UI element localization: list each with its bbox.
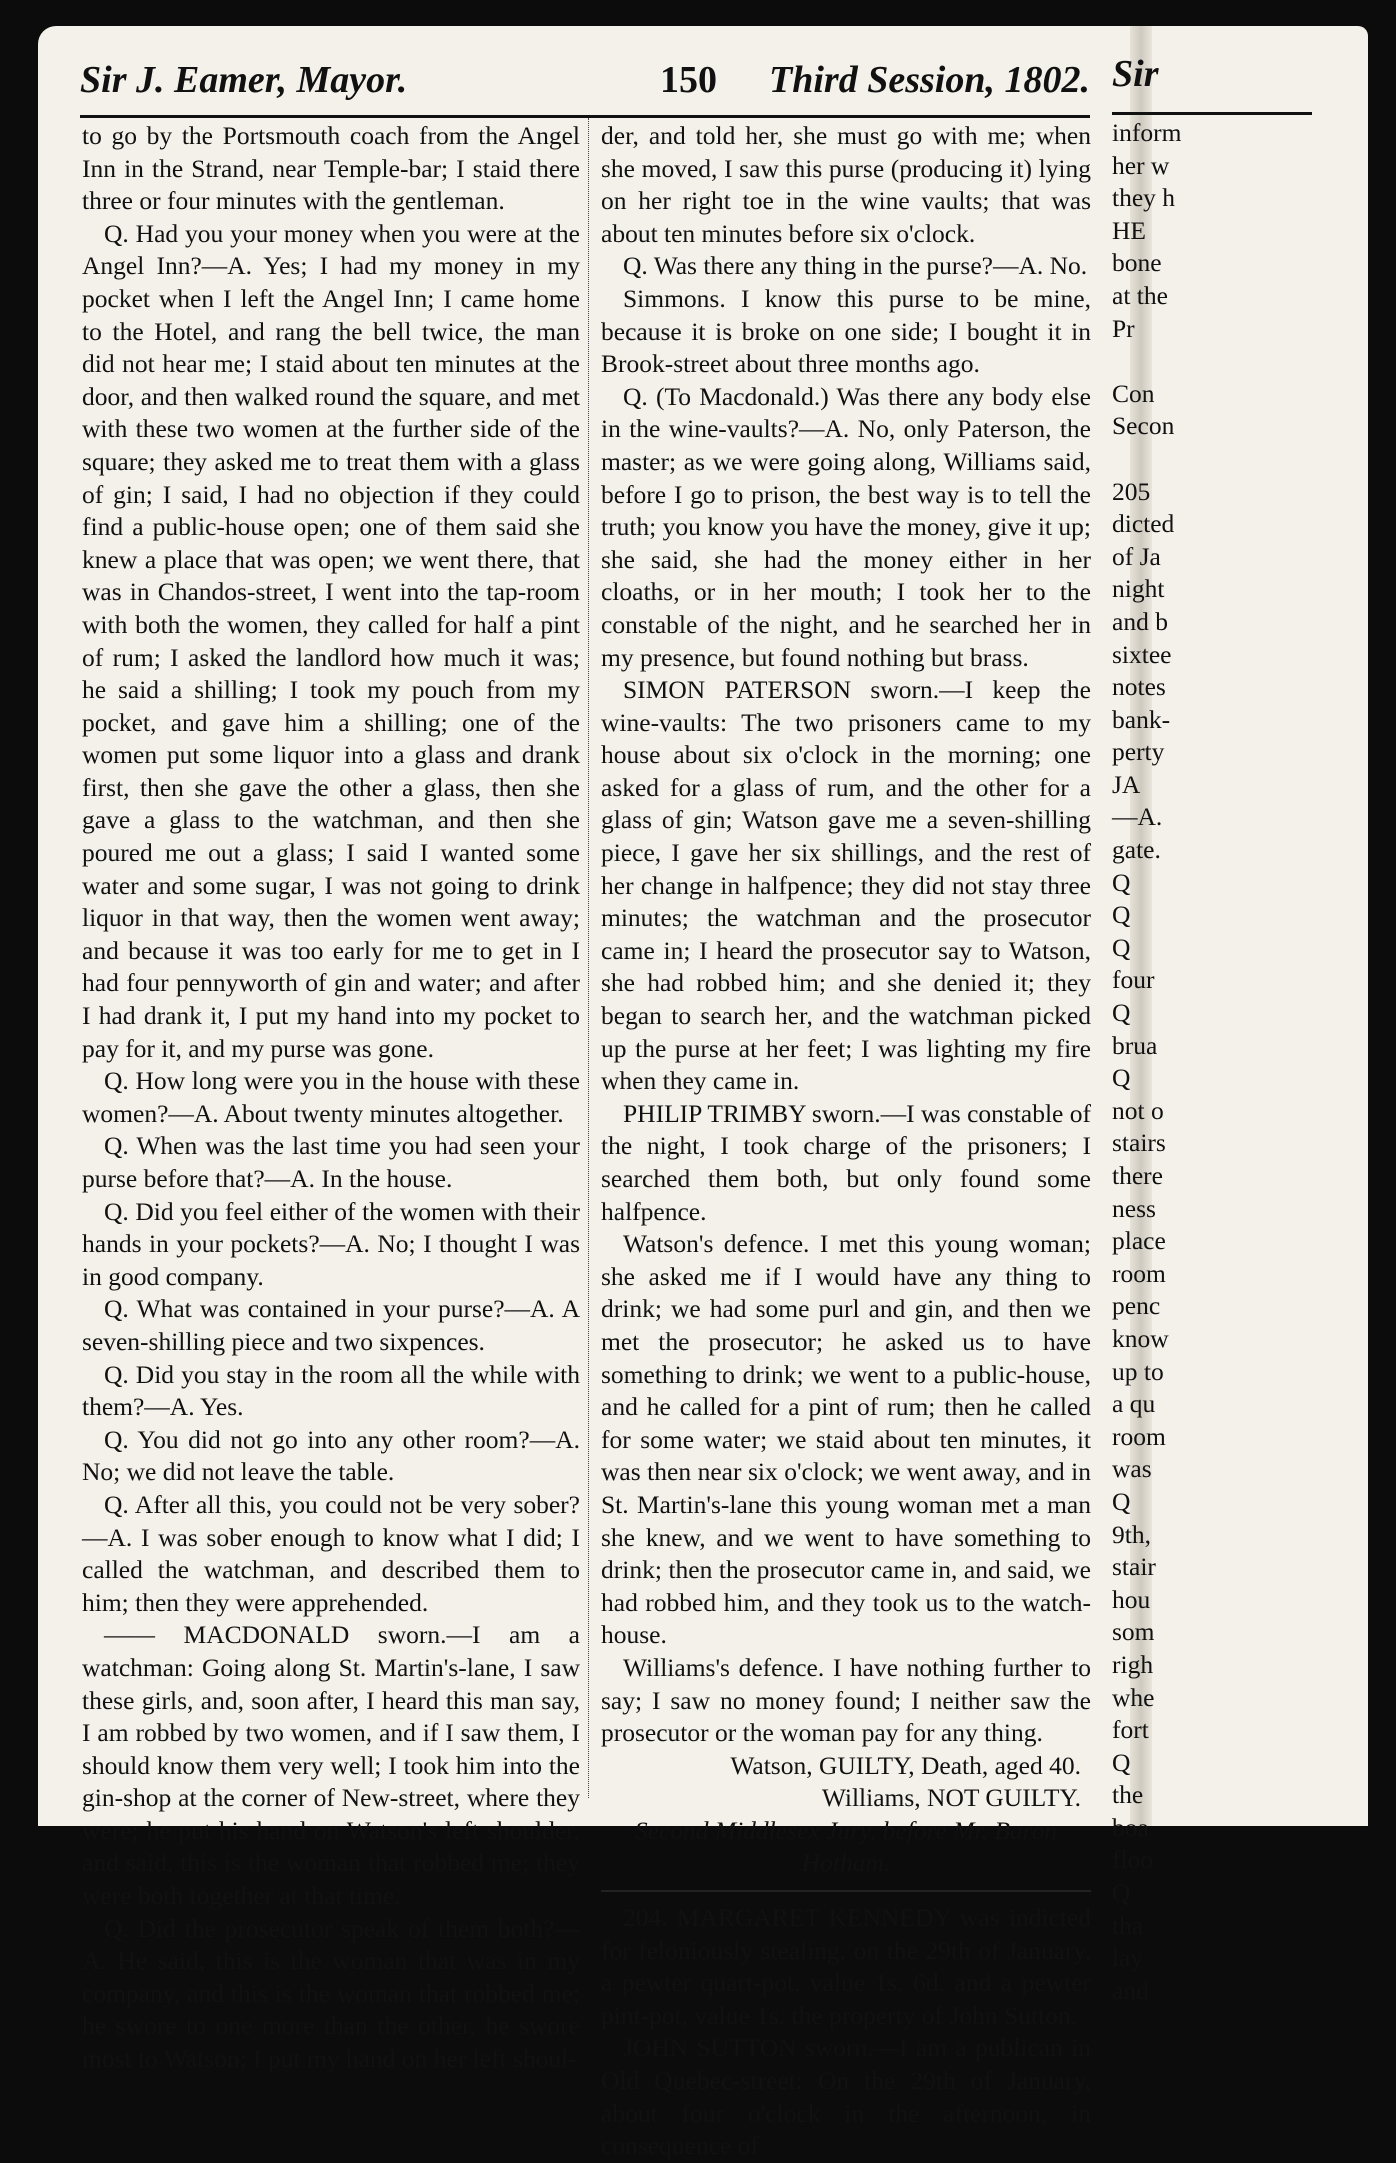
edge-fragment: whe	[1112, 1682, 1155, 1712]
edge-fragment: tha	[1112, 1910, 1144, 1940]
edge-fragment: JA	[1112, 769, 1141, 799]
edge-fragment: Q	[1112, 900, 1131, 930]
edge-fragment: inform	[1112, 118, 1182, 147]
right-column	[601, 120, 1091, 2163]
paragraph: Q. Was there any thing in the purse?—A. No.	[623, 251, 1088, 281]
edge-fragment: fort	[1112, 1715, 1149, 1745]
edge-fragment: Q	[1112, 1747, 1131, 1777]
edge-fragment: Q	[1112, 932, 1131, 962]
page-number: 150	[660, 59, 717, 101]
edge-fragment: floo	[1112, 1845, 1154, 1875]
edge-fragment: a qu	[1112, 1389, 1156, 1419]
paragraph: Q. Had you your money when you were at the Angel Inn?—A. Yes; I had my money in my pocket when I left the Angel Inn; I came home to the Hotel, and rang the bell twice, the man did not hear me; I staid about ten minutes at the door, and then walked round the square, and met with these two women at the further side of the square; they asked me to treat them with a glass of gin; I said, I had no objection if they could find a public-house open; one of them said she knew a place that was open; we went there, that was in Chandos-street, I went into the tap-room with both the women, they called for half a pint of rum; I asked the landlord how much it was; he said a shilling; I took my pouch from my pocket, and gave him a shilling; one of the women put some liquor into a glass and drank first, then she gave the other a glass, then she gave a glass to the watchman, and then she poured me out a glass; I said I wanted some water and some sugar, I was not going to drink liquor in that way, then the women went away; and because it was too early for me to get in I had four pennyworth of gin and water; and after I had drank it, I put my hand into my pocket to pay for it, and my purse was gone.	[82, 218, 580, 1063]
edge-fragment: brua	[1112, 1030, 1158, 1060]
paragraph: Q. How long were you in the house with these women?—A. About twenty minutes altogether.	[82, 1066, 580, 1128]
paragraph: to go by the Portsmouth coach from the Angel Inn in the Strand, near Temple-bar; I staid there three or four minutes with the gentleman.	[82, 121, 580, 216]
paragraph: Simmons. I know this purse to be mine, because it is broke on one side; I bought it in Brook-street about three months ago.	[601, 283, 1091, 379]
edge-fragment: and	[1112, 1975, 1149, 2005]
paragraph: Q. What was contained in your purse?—A. A seven-shilling piece and two sixpences.	[82, 1294, 580, 1356]
edge-fragment: perty	[1112, 737, 1165, 767]
edge-fragment: Q	[1112, 1063, 1131, 1093]
edge-fragment	[1112, 345, 1330, 378]
edge-fragment: lay	[1112, 1943, 1144, 1973]
edge-fragment: know	[1112, 1323, 1169, 1353]
edge-fragment: righ	[1112, 1649, 1154, 1679]
edge-fragment: bone	[1112, 248, 1162, 278]
paragraph: Q. (To Macdonald.) Was there any body else in the wine-vaults?—A. No, only Paterson, the master; as we were going along, Williams said, before I go to prison, the best way is to tell the truth; you know you have the money, give it up; she said, she had the money either in her cloaths, or in her mouth; I took her to the constable of the night, and he searched her in my presence, but found nothing but brass.	[601, 381, 1091, 672]
edge-fragment: room	[1112, 1258, 1166, 1288]
edge-fragment: room	[1112, 1421, 1166, 1451]
edge-fragment: hou	[1112, 1584, 1151, 1614]
paragraph: JOHN SUTTON sworn.—I am a publican in Old Quebec-street: On the 29th of January, about four o'clock in the afternoon, in consequence of	[601, 2033, 1091, 2161]
edge-fragment: was	[1112, 1454, 1152, 1484]
header-rule	[80, 115, 1090, 118]
edge-fragment: her w	[1112, 150, 1170, 180]
edge-fragment: Pr	[1112, 313, 1135, 343]
edge-fragment: bank-	[1112, 704, 1171, 734]
jury-line: Second Middlesex Jury, before Mr. Baron Hotham.	[634, 1815, 1058, 1878]
edge-fragment: Q	[1112, 867, 1131, 897]
paragraph: Watson's defence. I met this young woman; she asked me if I would have any thing to drink; we had some purl and gin, and then we met the prosecutor; he asked us to have something to drink; we went to a public-house, and he called for a pint of rum; then he called for some water; we staid about ten minutes, it was then near six o'clock; we went away, and in St. Martin's-lane this young woman met a man she knew, and we went to have something to drink; then the prosecutor came in, and said, we had robbed him, and they took us to the watch-house.	[601, 1229, 1091, 1650]
header-mayor: Sir J. Eamer, Mayor.	[80, 59, 408, 101]
paragraph: PHILIP TRIMBY sworn.—I was constable of the night, I took charge of the prisoners; I searched them both, but only found some halfpence.	[601, 1098, 1091, 1226]
paragraph: Q. Did the prosecutor speak of them both?—A. He said, this is the woman that was in my company, and this is the woman that robbed me; he swore to one more than the other, he swore most to Watson; I put my hand on her left shoul-	[82, 1913, 580, 2074]
edge-fragment: there	[1112, 1161, 1163, 1190]
edge-fragment	[1112, 443, 1330, 476]
edge-fragment: —A.	[1112, 802, 1163, 832]
edge-fragment: gate.	[1112, 835, 1161, 865]
edge-fragment: penc	[1112, 1291, 1161, 1321]
edge-fragment: 9th,	[1112, 1519, 1151, 1549]
paragraph: der, and told her, she must go with me; when she moved, I saw this purse (producing it) lying on her right toe in the wine vaults; that was about ten minutes before six o'clock.	[601, 121, 1091, 248]
edge-fragment: dicted	[1112, 509, 1175, 539]
edge-fragment: boa	[1112, 1812, 1149, 1842]
edge-fragment: Q	[1112, 998, 1131, 1028]
edge-fragment: up to	[1112, 1356, 1164, 1386]
edge-fragment: Q	[1112, 1486, 1131, 1516]
edge-fragment: Secon	[1112, 411, 1175, 441]
paragraph: Q. After all this, you could not be very sober?—A. I was sober enough to know what I did; I called the watchman, and described them to him; then they were apprehended.	[82, 1489, 580, 1617]
edge-fragment: the	[1112, 1780, 1144, 1810]
paragraph: Q. Did you stay in the room all the while with them?—A. Yes.	[82, 1359, 580, 1422]
edge-fragment: ness	[1112, 1193, 1156, 1223]
edge-fragment: som	[1112, 1617, 1155, 1647]
next-page-rule	[1112, 112, 1312, 115]
next-page-header: Sir	[1112, 53, 1159, 95]
edge-fragment: at the	[1112, 280, 1168, 310]
edge-fragment: not o	[1112, 1095, 1164, 1125]
column-divider	[588, 118, 590, 1798]
running-header	[80, 58, 1090, 112]
edge-fragment: night	[1112, 574, 1165, 604]
next-page-edge	[1112, 53, 1330, 2005]
left-column	[82, 120, 580, 2076]
edge-fragment: of Ja	[1112, 541, 1161, 571]
paragraph: Williams's defence. I have nothing further to say; I saw no money found; I neither saw the prosecutor or the woman pay for any thing.	[601, 1652, 1091, 1748]
edge-fragment: place	[1112, 1226, 1166, 1256]
paragraph: Q. You did not go into any other room?—A. No; we did not leave the table.	[82, 1424, 580, 1487]
edge-fragment: stairs	[1112, 1128, 1166, 1158]
verdict-line: Williams, NOT GUILTY.	[821, 1783, 1081, 1813]
paragraph: Q. When was the last time you had seen your purse before that?—A. In the house.	[82, 1131, 580, 1193]
header-session: Third Session, 1802.	[769, 59, 1090, 101]
edge-fragment: HE	[1112, 215, 1146, 245]
edge-fragment: Con	[1112, 378, 1155, 408]
edge-fragment: and b	[1112, 606, 1168, 636]
paragraph: 204. MARGARET KENNEDY was indicted for feloniously stealing, on the 29th of January, a pewter quart-pot, value 1s. 6d. and a pewter pint-pot, value 1s. the property of John Sutton.	[601, 1903, 1091, 2030]
edge-fragment: four	[1112, 965, 1155, 995]
edge-fragment: stair	[1112, 1552, 1156, 1582]
edge-fragment: Q	[1112, 1878, 1131, 1908]
edge-fragment: sixtee	[1112, 639, 1172, 669]
edge-fragment: they h	[1112, 183, 1176, 213]
paragraph: —— MACDONALD sworn.—I am a watchman: Going along St. Martin's-lane, I saw these girls, and, soon after, I heard this man say, I am robbed by two women, and if I saw them, I should know them very well; I took him into the gin-shop at the corner of New-street, where they were; he put his hand on Watson's left shoulder, and said, this is the woman that robbed me; they were both together at that time.	[82, 1620, 580, 1911]
verdict-line: Watson, GUILTY, Death, aged 40.	[730, 1750, 1081, 1780]
paragraph: SIMON PATERSON sworn.—I keep the wine-vaults: The two prisoners came to my house about six o'clock in the morning; one asked for a glass of rum, and the other for a glass of gin; Watson gave me a seven-shilling piece, I gave her six shillings, and the rest of her change in halfpence; they did not stay three minutes; the watchman and the prosecutor came in; I heard the prosecutor say to Watson, she had robbed him; and she denied it; they began to search her, and the watchman picked up the purse at her feet; I was lighting my fire when they came in.	[601, 675, 1091, 1096]
edge-fragment: notes	[1112, 672, 1166, 702]
edge-fragment: 205	[1112, 476, 1151, 506]
case-separator-rule	[601, 1890, 1091, 1892]
paragraph: Q. Did you feel either of the women with their hands in your pockets?—A. No; I thought I was in good company.	[82, 1196, 580, 1291]
